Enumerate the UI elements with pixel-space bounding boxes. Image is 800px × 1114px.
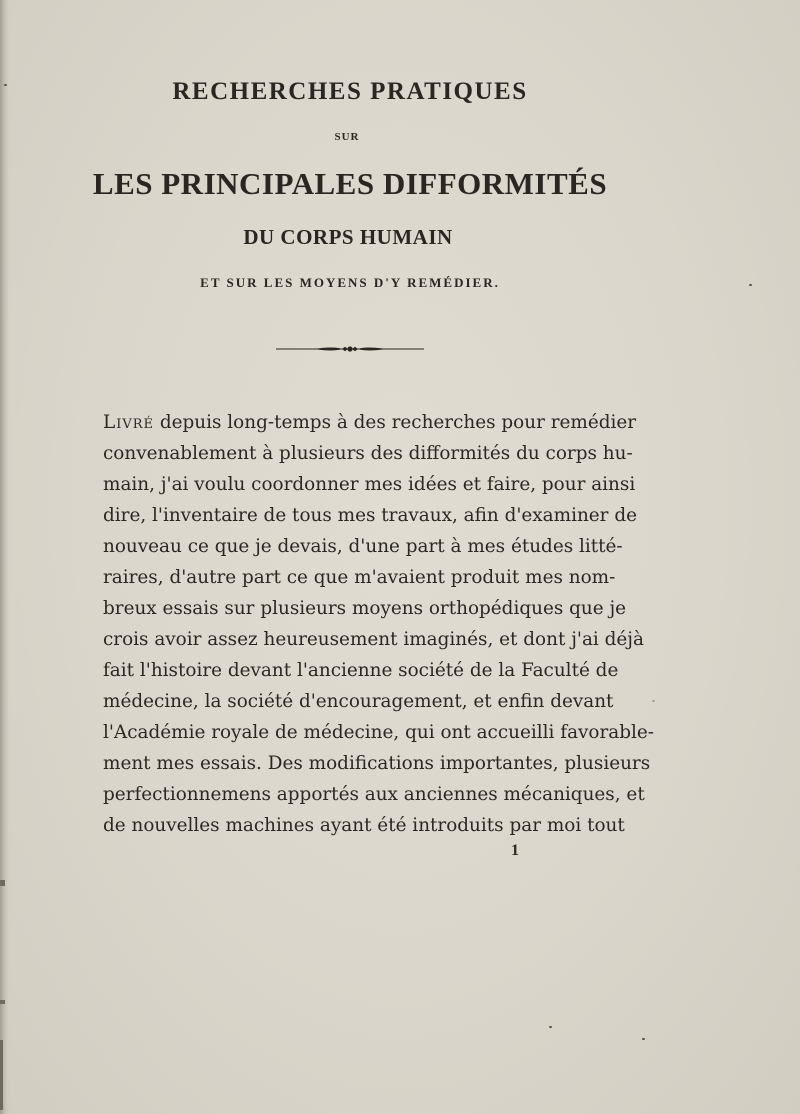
body-line: crois avoir assez heureusement imaginés, et dont j'ai déjà bbox=[103, 629, 644, 650]
signature-mark: 1 bbox=[511, 842, 519, 859]
body-line: convenablement à plusieurs des difformités du corps hu- bbox=[103, 443, 633, 464]
paper-fleck bbox=[749, 284, 752, 286]
body-line: raires, d'autre part ce que m'avaient produit mes nom- bbox=[103, 567, 616, 588]
body-line: main, j'ai voulu coordonner mes idées et faire, pour ainsi bbox=[103, 474, 636, 495]
title-tagline: ET SUR LES MOYENS D'Y REMÉDIER. bbox=[200, 275, 500, 290]
body-line bbox=[103, 407, 637, 438]
body-line: dire, l'inventaire de tous mes travaux, afin d'examiner de bbox=[103, 505, 637, 526]
body-line: ment mes essais. Des modifications importantes, plusieurs bbox=[103, 753, 651, 774]
body-line: breux essais sur plusieurs moyens orthopédiques que je bbox=[103, 598, 627, 619]
title-connector: SUR bbox=[334, 131, 360, 143]
paper-fleck bbox=[652, 700, 655, 702]
title-line-1: RECHERCHES PRATIQUES bbox=[172, 78, 528, 105]
body-line: fait l'histoire devant l'ancienne société de la Faculté de bbox=[103, 660, 619, 681]
body-line: de nouvelles machines ayant été introduits par moi tout bbox=[103, 815, 625, 836]
body-line-text: depuis long-temps à des recherches pour remédier bbox=[154, 412, 637, 433]
body-paragraph bbox=[103, 407, 655, 841]
body-line: perfectionnemens apportés aux anciennes mécaniques, et bbox=[103, 784, 645, 805]
body-line: l'Académie royale de médecine, qui ont accueilli favorable- bbox=[103, 722, 655, 743]
paper-fleck bbox=[642, 1038, 645, 1040]
title-subline: DU CORPS HUMAIN bbox=[243, 225, 453, 249]
paper-fleck bbox=[549, 1026, 552, 1028]
main-title: LES PRINCIPALES DIFFORMITÉS bbox=[92, 166, 608, 201]
body-line: médecine, la société d'encouragement, et enfin devant bbox=[103, 691, 614, 712]
body-line: nouveau ce que je devais, d'une part à mes études litté- bbox=[103, 536, 623, 557]
spine-mark bbox=[0, 1040, 3, 1110]
spine-mark bbox=[0, 1000, 5, 1004]
spine-mark bbox=[0, 880, 5, 886]
lead-word: Livré bbox=[103, 412, 155, 433]
ornamental-rule-icon bbox=[274, 340, 426, 358]
